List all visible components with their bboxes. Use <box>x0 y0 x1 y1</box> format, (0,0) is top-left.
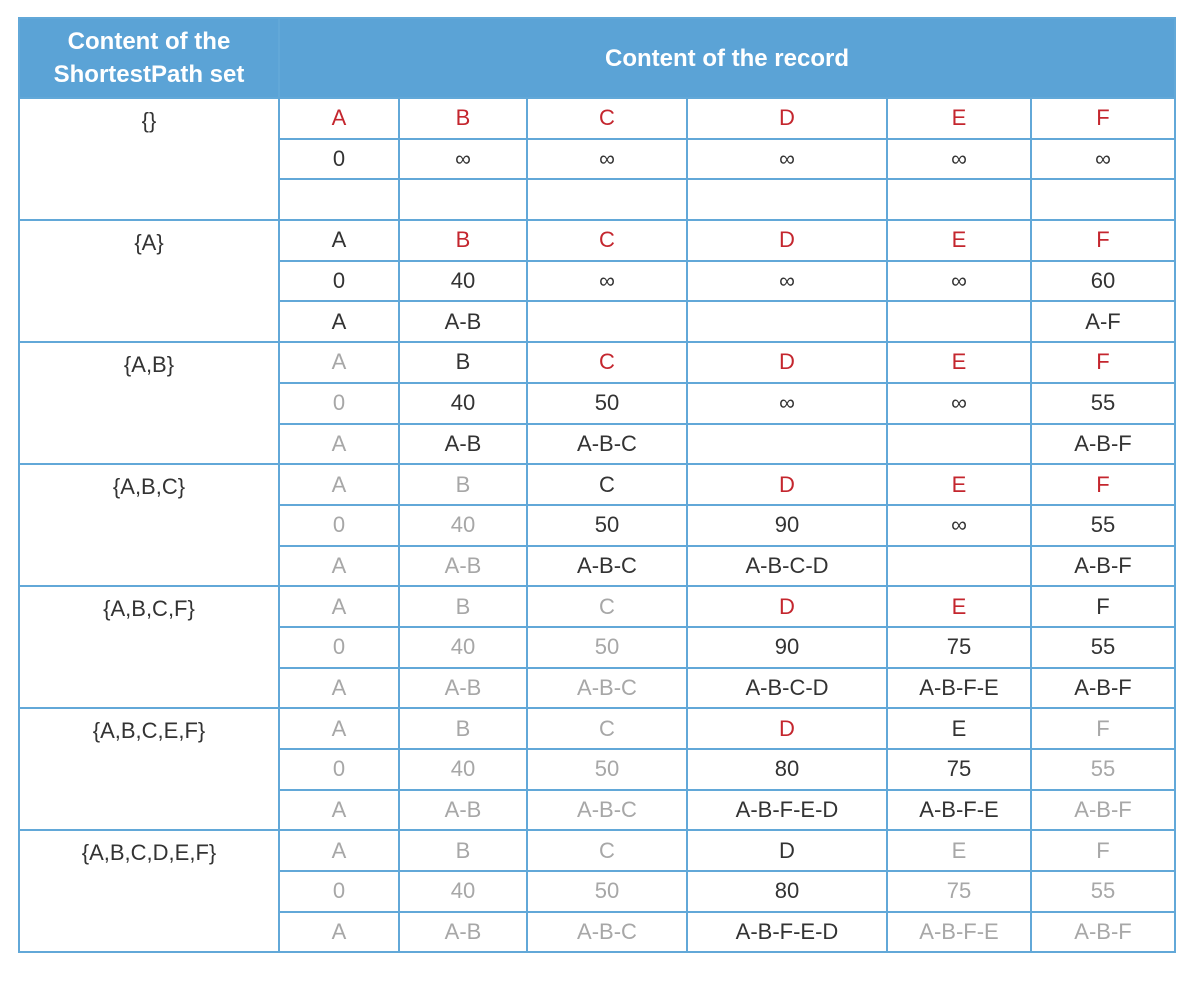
record-cell: F <box>1031 342 1175 383</box>
record-cell: A-B <box>399 912 527 953</box>
record-cell: 40 <box>399 383 527 424</box>
record-cell <box>687 301 887 342</box>
record-cell: 0 <box>279 505 399 546</box>
record-cell <box>527 301 687 342</box>
table-row <box>19 830 1175 871</box>
record-cell: A <box>279 424 399 465</box>
record-cell: A-B-C-D <box>687 668 887 709</box>
record-cell: A-B-F-E-D <box>687 790 887 831</box>
header-record-content <box>279 18 1175 98</box>
record-cell: D <box>687 586 887 627</box>
record-cell: 90 <box>687 505 887 546</box>
record-cell: 40 <box>399 871 527 912</box>
record-cell <box>887 546 1031 587</box>
record-cell: ∞ <box>687 383 887 424</box>
record-cell: ∞ <box>1031 139 1175 180</box>
record-cell: C <box>527 98 687 139</box>
record-cell: 0 <box>279 383 399 424</box>
table-body <box>19 98 1175 952</box>
record-cell: 0 <box>279 871 399 912</box>
record-cell: ∞ <box>687 139 887 180</box>
record-cell: A-B-F-E <box>887 790 1031 831</box>
shortestpath-set-cell: {} <box>19 98 279 220</box>
record-cell: A <box>279 790 399 831</box>
record-cell: F <box>1031 220 1175 261</box>
record-cell: B <box>399 464 527 505</box>
record-cell: ∞ <box>887 261 1031 302</box>
record-cell: C <box>527 830 687 871</box>
record-cell: 75 <box>887 627 1031 668</box>
record-cell: ∞ <box>687 261 887 302</box>
table-row <box>19 220 1175 261</box>
record-cell: A-B-C <box>527 424 687 465</box>
record-cell: F <box>1031 464 1175 505</box>
record-cell: B <box>399 830 527 871</box>
record-cell <box>887 301 1031 342</box>
record-cell: ∞ <box>399 139 527 180</box>
record-cell: ∞ <box>527 261 687 302</box>
record-cell <box>687 424 887 465</box>
record-cell: A-B-F <box>1031 546 1175 587</box>
record-cell: 0 <box>279 139 399 180</box>
record-cell: A-B-C <box>527 668 687 709</box>
record-cell: 40 <box>399 749 527 790</box>
record-cell: A-B-C <box>527 790 687 831</box>
record-cell: ∞ <box>527 139 687 180</box>
record-cell: D <box>687 342 887 383</box>
record-cell: C <box>527 342 687 383</box>
header-record-content-label: Content of the record <box>605 44 849 72</box>
record-cell <box>1031 179 1175 220</box>
record-cell: B <box>399 98 527 139</box>
record-cell: A <box>279 220 399 261</box>
record-cell: 80 <box>687 749 887 790</box>
record-cell: 55 <box>1031 505 1175 546</box>
record-cell: 40 <box>399 627 527 668</box>
shortestpath-set-cell: {A,B} <box>19 342 279 464</box>
record-cell: 50 <box>527 871 687 912</box>
record-cell: F <box>1031 586 1175 627</box>
header-row <box>19 18 1175 98</box>
record-cell: A <box>279 668 399 709</box>
record-cell: A <box>279 546 399 587</box>
header-shortestpath-set <box>19 18 279 98</box>
record-cell: A-B <box>399 301 527 342</box>
record-cell: A-B-C <box>527 912 687 953</box>
table-row <box>19 586 1175 627</box>
record-cell: 60 <box>1031 261 1175 302</box>
record-cell: A-B-F <box>1031 424 1175 465</box>
record-cell: A <box>279 98 399 139</box>
table-row <box>19 98 1175 139</box>
record-cell: A-B-C <box>527 546 687 587</box>
record-cell: A <box>279 342 399 383</box>
record-cell: A-B <box>399 424 527 465</box>
record-cell: D <box>687 830 887 871</box>
record-cell: 0 <box>279 749 399 790</box>
record-cell: B <box>399 220 527 261</box>
record-cell: A <box>279 912 399 953</box>
record-cell: C <box>527 220 687 261</box>
record-cell: A <box>279 830 399 871</box>
record-cell: ∞ <box>887 139 1031 180</box>
record-cell: 50 <box>527 749 687 790</box>
record-cell: 75 <box>887 871 1031 912</box>
record-cell: F <box>1031 98 1175 139</box>
record-cell: E <box>887 220 1031 261</box>
record-cell: A-F <box>1031 301 1175 342</box>
record-cell: A-B-F-E <box>887 668 1031 709</box>
record-cell: A-B-F <box>1031 790 1175 831</box>
record-cell <box>887 179 1031 220</box>
record-cell: C <box>527 586 687 627</box>
table-row <box>19 342 1175 383</box>
record-cell: A-B-F-E <box>887 912 1031 953</box>
record-cell: A-B <box>399 668 527 709</box>
record-cell: B <box>399 708 527 749</box>
record-cell: 50 <box>527 505 687 546</box>
record-cell: D <box>687 708 887 749</box>
shortestpath-set-cell: {A,B,C,E,F} <box>19 708 279 830</box>
record-cell: A <box>279 301 399 342</box>
record-cell: 80 <box>687 871 887 912</box>
record-cell: 55 <box>1031 627 1175 668</box>
record-cell: 55 <box>1031 871 1175 912</box>
record-cell: D <box>687 464 887 505</box>
record-cell: 0 <box>279 261 399 302</box>
record-cell: 50 <box>527 627 687 668</box>
record-cell: A-B <box>399 546 527 587</box>
record-cell: A <box>279 464 399 505</box>
header-shortestpath-set-label: Content of the ShortestPath set <box>53 28 245 88</box>
record-cell: F <box>1031 708 1175 749</box>
record-cell: A-B-F <box>1031 912 1175 953</box>
record-cell: 90 <box>687 627 887 668</box>
record-cell <box>887 424 1031 465</box>
record-cell: 55 <box>1031 749 1175 790</box>
shortestpath-set-cell: {A,B,C,D,E,F} <box>19 830 279 952</box>
table-row <box>19 708 1175 749</box>
record-cell: C <box>527 708 687 749</box>
record-cell: 40 <box>399 261 527 302</box>
shortest-path-table <box>18 17 1176 953</box>
record-cell: C <box>527 464 687 505</box>
record-cell: E <box>887 708 1031 749</box>
record-cell: A-B-F <box>1031 668 1175 709</box>
record-cell: 40 <box>399 505 527 546</box>
record-cell: 55 <box>1031 383 1175 424</box>
record-cell: 0 <box>279 627 399 668</box>
record-cell: E <box>887 830 1031 871</box>
record-cell: D <box>687 98 887 139</box>
record-cell: A <box>279 586 399 627</box>
record-cell <box>527 179 687 220</box>
record-cell: A <box>279 708 399 749</box>
table-row <box>19 464 1175 505</box>
record-cell <box>399 179 527 220</box>
record-cell <box>279 179 399 220</box>
record-cell: 75 <box>887 749 1031 790</box>
record-cell: E <box>887 464 1031 505</box>
record-cell: E <box>887 342 1031 383</box>
record-cell: E <box>887 586 1031 627</box>
record-cell: A-B <box>399 790 527 831</box>
record-cell: E <box>887 98 1031 139</box>
shortestpath-set-cell: {A,B,C,F} <box>19 586 279 708</box>
record-cell: F <box>1031 830 1175 871</box>
record-cell: D <box>687 220 887 261</box>
record-cell: B <box>399 342 527 383</box>
record-cell: ∞ <box>887 505 1031 546</box>
shortestpath-set-cell: {A} <box>19 220 279 342</box>
shortestpath-set-cell: {A,B,C} <box>19 464 279 586</box>
record-cell: B <box>399 586 527 627</box>
record-cell <box>687 179 887 220</box>
record-cell: ∞ <box>887 383 1031 424</box>
record-cell: A-B-F-E-D <box>687 912 887 953</box>
record-cell: A-B-C-D <box>687 546 887 587</box>
record-cell: 50 <box>527 383 687 424</box>
